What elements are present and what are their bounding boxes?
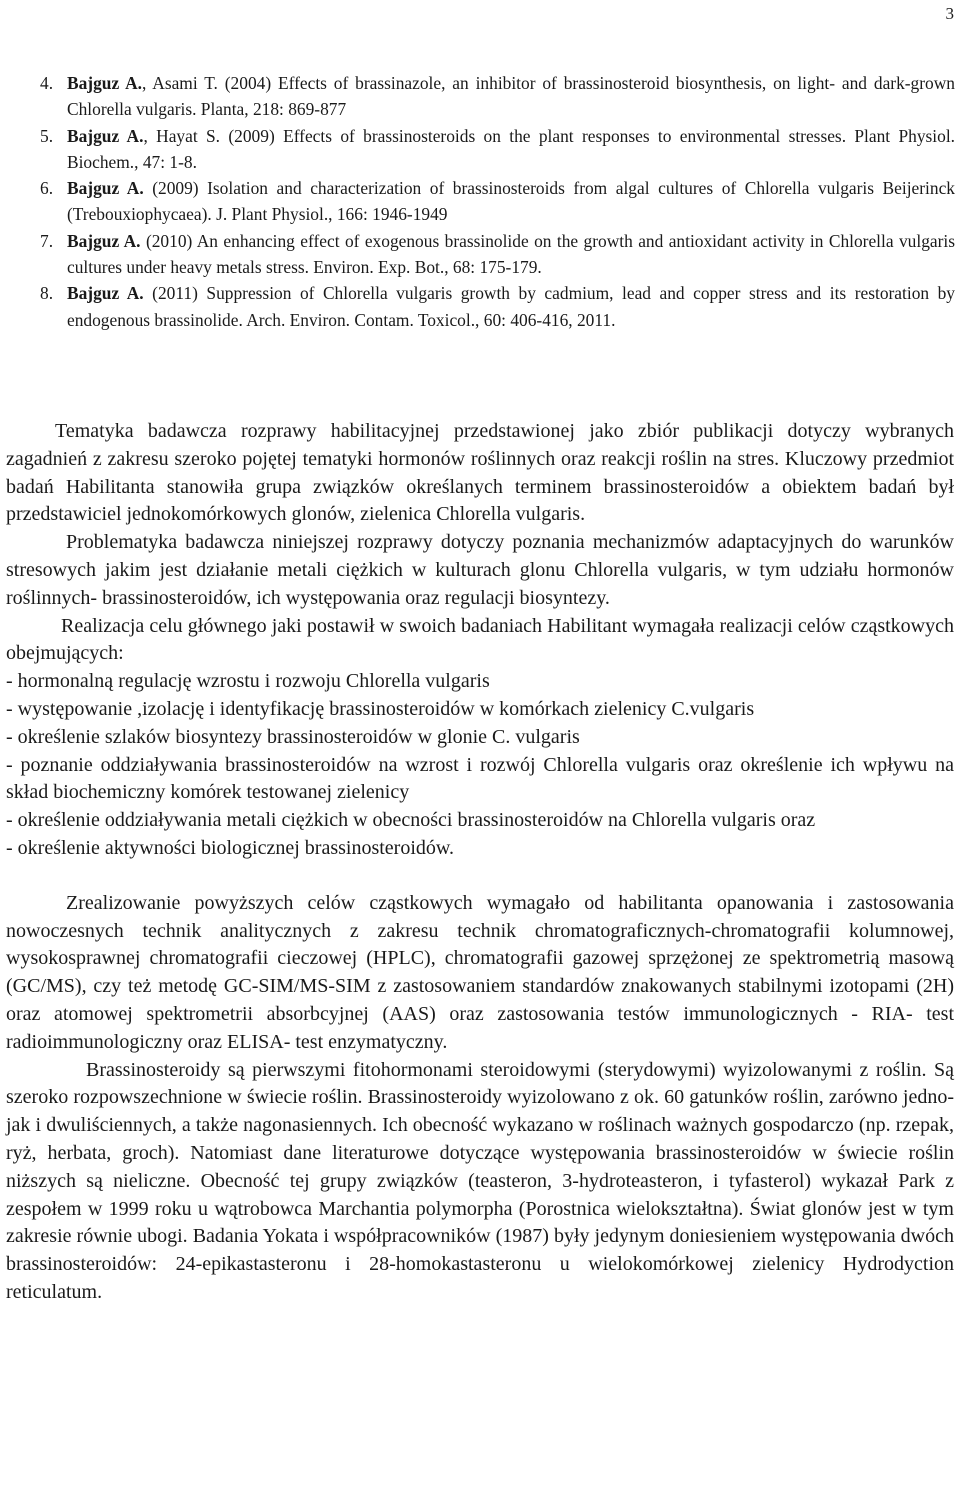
goal-item: - hormonalną regulację wzrostu i rozwoju Chlorella vulgaris: [6, 670, 490, 693]
reference-number: 4.: [40, 73, 54, 93]
reference-number: 7.: [40, 230, 54, 251]
reference-text: , Hayat S. (2009) Effects of brassinosteroids on the plant responses to environmental stresses. Plant Physiol. Biochem., 47: 1-8.: [67, 125, 956, 172]
reference-author: Bajguz A.: [67, 230, 141, 251]
reference-item: [40, 228, 955, 281]
goal-item: - określenie aktywności biologicznej brassinosteroidów.: [6, 836, 455, 859]
reference-author: Bajguz A.: [67, 283, 144, 304]
reference-item: [40, 123, 955, 176]
reference-number: 6.: [40, 178, 54, 199]
reference-list: [40, 70, 955, 333]
goal-item: - poznanie oddziaływania brassinosteroidów na wzrost i rozwój Chlorella vulgaris oraz określenie ich wpływu na skład biochemiczny komórek testowanej zielenicy: [6, 753, 954, 804]
goal-item: - określenie oddziaływania metali ciężkich w obecności brassinosteroidów na Chlorella vulgaris oraz: [6, 809, 816, 832]
reference-item: [40, 70, 955, 123]
reference-text: (2009) Isolation and characterization of brassinosteroids from algal cultures of Chlorella vulgaris Beijerinck (Trebouxiophycaea). J. Plant Physiol., 166: 1946-1949: [67, 178, 955, 225]
reference-text: , Asami T. (2004) Effects of brassinazole, an inhibitor of brassinosteroid biosynthesis, on light- and dark-grown Chlorella vulgaris. Planta, 218: 869-877: [67, 73, 955, 120]
reference-author: Bajguz A.: [67, 73, 142, 93]
reference-text: (2010) An enhancing effect of exogenous brassinolide on the growth and antioxidant activity in Chlorella vulgaris cultures under heavy metals stress. Environ. Exp. Bot., 68: 175-179.: [67, 230, 955, 278]
goal-item: - występowanie ,izolację i identyfikację brassinosteroidów w komórkach zielenicy C.vulgaris: [6, 697, 755, 720]
goal-item: - określenie szlaków biosyntezy brassinosteroidów w glonie C. vulgaris: [6, 725, 580, 748]
paragraph-problem-statement: Problematyka badawcza niniejszej rozprawy dotyczy poznania mechanizmów adaptacyjnych do warunków stresowych jakim jest działanie metali ciężkich w kulturach glonu Chlorella vulgaris, w tym udziału hormonów roślinnych- brassinosteroidów, ich występowania oraz regulacji biosyntezy.: [6, 531, 954, 609]
paragraph-goals-intro: Realizacja celu głównego jaki postawił w swoich badaniach Habilitant wymagała realizacji celów cząstkowych obejmujących:: [6, 614, 954, 665]
body-text: [6, 418, 954, 1307]
paragraph-methods: Zrealizowanie powyższych celów cząstkowych wymagało od habilitanta opanowania i zastosowania nowoczesnych technik analitycznych z zakresu technik chromatograficznych-chromatografii kolumnowej, wysokosprawnej chromatografii cieczowej (HPLC), chromatografii gazowej sprzężonej ze spektrometrią masową (GC/MS), czy też metodę GC-SIM/MS-SIM z zastosowaniem standardów znakowanych stabilnymi izotopami (2H) oraz atomowej spektrometrii absorbcyjnej (AAS) oraz zastosowania testów immunologicznych - RIA- test radioimmunologiczny oraz ELISA- test enzymatyczny.: [6, 891, 954, 1053]
reference-text: (2011) Suppression of Chlorella vulgaris growth by cadmium, lead and copper stress and its restoration by endogenous brassinolide. Arch. Environ. Contam. Toxicol., 60: 406-416, 2011.: [67, 283, 955, 330]
goals-list: [6, 668, 954, 863]
reference-author: Bajguz A.: [67, 125, 144, 146]
reference-number: 5.: [40, 125, 54, 146]
reference-number: 8.: [40, 283, 54, 304]
paragraph-research-topic: Tematyka badawcza rozprawy habilitacyjnej przedstawionej jako zbiór publikacji dotyczy wybranych zagadnień z zakresu szeroko pojętej tematyki hormonów roślinnych oraz reakcji roślin na stres. Kluczowy przedmiot badań Habilitanta stanowiła grupa związków określanych terminem brassinosteroidów a obiektem badań był przedstawiciel jednokomórkowych glonów, zielenica Chlorella vulgaris.: [6, 420, 954, 526]
reference-item: [40, 175, 955, 228]
paragraph-spacer: [6, 863, 954, 890]
page-number: 3: [945, 4, 954, 23]
paragraph-brassinosteroids: Brassinosteroidy są pierwszymi fitohormonami steroidowymi (sterydowymi) wyizolowanymi z roślin. Są szeroko rozpowszechnione w świecie roślin. Brassinosteroidy wyizolowano z ok. 60 gatunków roślin, zarówno jedno- jak i dwuliściennych, a także nagonasiennych. Ich obecność wykazano w roślinach ważnych gospodarczo (np. rzepak, ryż, herbata, groch). Natomiast dane literaturowe dotyczące występowania brassinosteroidów w świecie roślin niższych są nieliczne. Obecność tej grupy związków (teasteron, 3-hydroteasteron, i tyfasterol) wykazał Park z zespołem w 1999 roku u wątrobowca Marchantia polymorpha (Porostnica wielokształtna). Świat glonów jest w tym zakresie równie ubogi. Badania Yokata i współpracowników (1987) były jedynym doniesieniem występowania dwóch brassinosteroidów: 24-epikastasteronu i 28-homokastasteronu u wielokomórkowej zielenicy Hydrodyction reticulatum.: [6, 1058, 954, 1303]
reference-item: [40, 280, 955, 333]
reference-author: Bajguz A.: [67, 178, 144, 199]
